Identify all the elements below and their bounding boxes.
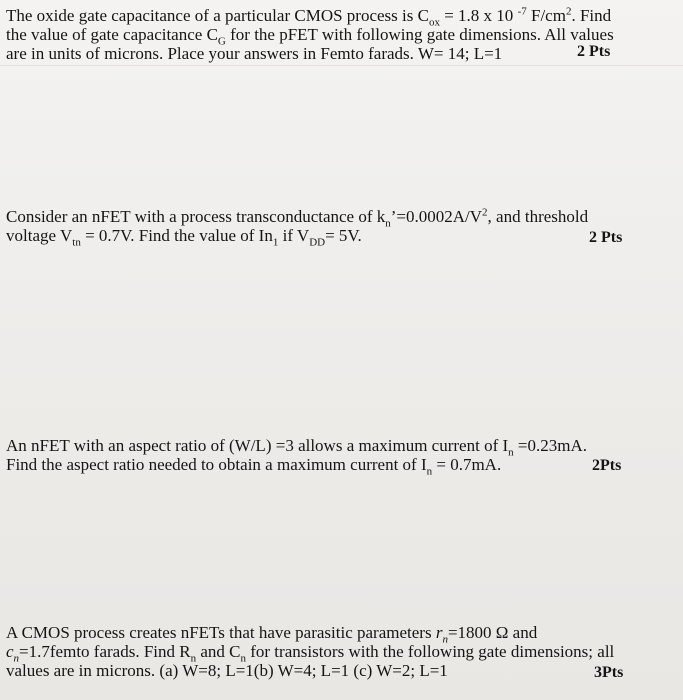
question-4 [6,623,666,680]
divider-1 [0,65,683,66]
question-2 [6,206,666,249]
question-4-line-3: values are in microns. (a) W=8; L=1(b) W=4; L=1 (c) W=2; L=1 [6,661,448,680]
question-3-line-2: Find the aspect ratio needed to obtain a maximum current of $I_n = 0.7mA$. [6,455,502,478]
question-1-line-1: The oxide gate capacitance of a particular CMOS process is $C_{ox} = 1.8$ x 10 $^{-7}$ $F/cm^2$. Find [6,5,612,29]
question-3-line-1: An nFET with an aspect ratio of (W/L) =3 allows a maximum current of $I_n =0.23mA$. [6,436,587,459]
question-2-points: 2 Pts [589,229,623,246]
question-1-points: 2 Pts [577,43,611,60]
question-1-line-3: are in units of microns. Place your answers in Femto farads. W= 14; L=1 [6,44,503,63]
bleed-through-text [40,178,680,196]
question-4-line-1: A CMOS process creates nFETs that have parasitic parameters $r_n=1800$ Ω and [6,623,538,646]
question-4-points: 3Pts [594,664,624,681]
question-3 [6,436,666,478]
question-3-points: 2Pts [592,457,622,474]
question-1-line-2: the value of gate capacitance $C_G$ for the pFET with following gate dimensions. All values [6,25,614,48]
question-2-line-2: voltage $V_{tn} = 0.7V$. Find the value of $In_1$ if $V_{DD}= 5V$. [6,226,362,249]
question-4-line-2: $c_n=1.7femto$ farads. Find $R_n$ and $C_n$ for transistors with the following gate dimensions; all [6,642,615,665]
question-1 [6,6,666,63]
question-2-line-1: Consider an nFET with a process transconductance of $k_n’=0.0002A/V^2$, and threshold [6,206,589,230]
